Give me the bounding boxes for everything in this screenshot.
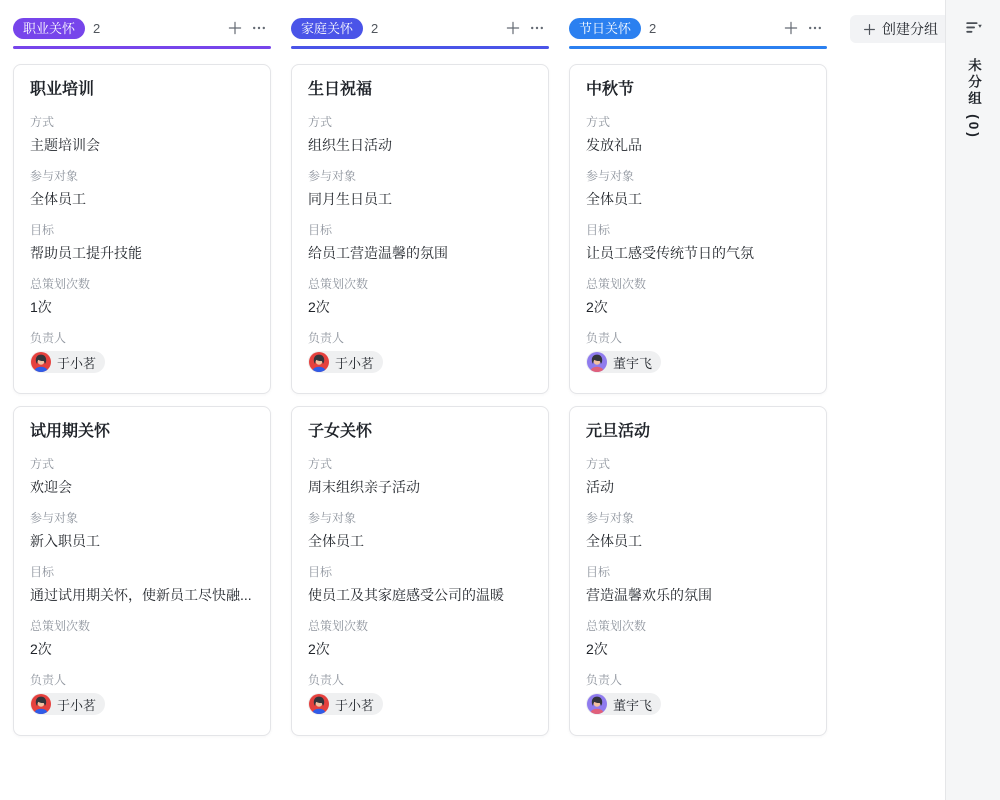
field-value: 全体员工 — [308, 533, 364, 549]
card-field — [308, 222, 532, 263]
card-field — [30, 510, 254, 551]
card-field — [30, 564, 254, 605]
plus-icon — [862, 22, 877, 37]
add-card-icon[interactable] — [501, 16, 525, 40]
field-label: 目标 — [30, 223, 55, 237]
column-header — [569, 15, 827, 41]
kanban-card[interactable] — [291, 64, 549, 394]
field-value: 让员工感受传统节日的气氛 — [586, 245, 754, 261]
card-field — [30, 456, 254, 497]
field-value: 全体员工 — [586, 191, 642, 207]
field-label: 总策划次数 — [308, 277, 369, 291]
card-field-owner — [586, 330, 810, 377]
field-label: 目标 — [308, 223, 333, 237]
field-label: 负责人 — [586, 331, 623, 345]
owner-name: 于小茗 — [335, 355, 375, 371]
card-list — [569, 64, 827, 736]
card-field — [586, 510, 810, 551]
add-card-icon[interactable] — [223, 16, 247, 40]
column-more-icon[interactable] — [247, 16, 271, 40]
field-value: 使员工及其家庭感受公司的温暖 — [308, 587, 504, 603]
field-label: 参与对象 — [586, 169, 635, 183]
card-title: 职业培训 — [30, 81, 95, 98]
field-label: 负责人 — [30, 673, 67, 687]
field-label: 总策划次数 — [586, 277, 647, 291]
kanban-card[interactable] — [569, 406, 827, 736]
card-field — [586, 276, 810, 317]
field-label: 目标 — [586, 223, 611, 237]
kanban-column — [291, 15, 549, 736]
avatar — [31, 694, 51, 714]
column-color-bar — [569, 46, 827, 49]
expand-group-icon[interactable] — [965, 19, 982, 36]
avatar — [309, 694, 329, 714]
card-field — [308, 564, 532, 605]
card-field — [30, 168, 254, 209]
card-title: 生日祝福 — [308, 81, 373, 98]
kanban-column — [13, 15, 271, 736]
field-value: 发放礼品 — [586, 137, 642, 153]
owner-chip[interactable] — [30, 693, 105, 715]
kanban-card[interactable] — [569, 64, 827, 394]
card-field — [30, 276, 254, 317]
kanban-card[interactable] — [13, 406, 271, 736]
field-label: 负责人 — [308, 331, 345, 345]
field-value: 2次 — [308, 299, 330, 315]
ungrouped-collapsed-panel[interactable] — [945, 0, 1000, 800]
group-name-badge[interactable]: 家庭关怀 — [291, 18, 363, 39]
group-name-badge[interactable]: 职业关怀 — [13, 18, 85, 39]
card-title: 试用期关怀 — [30, 423, 111, 440]
card-field — [586, 564, 810, 605]
add-card-icon[interactable] — [779, 16, 803, 40]
kanban-card[interactable] — [291, 406, 549, 736]
field-value: 给员工营造温馨的氛围 — [308, 245, 448, 261]
field-label: 目标 — [308, 565, 333, 579]
field-value: 同月生日员工 — [308, 191, 392, 207]
card-field — [30, 618, 254, 659]
column-color-bar — [13, 46, 271, 49]
card-field-owner — [586, 672, 810, 719]
field-label: 参与对象 — [586, 511, 635, 525]
column-header — [13, 15, 271, 41]
card-field — [586, 168, 810, 209]
card-field — [586, 618, 810, 659]
kanban-column — [569, 15, 827, 736]
field-value: 2次 — [586, 641, 608, 657]
avatar — [587, 694, 607, 714]
field-value: 1次 — [30, 299, 52, 315]
field-value: 2次 — [30, 641, 52, 657]
field-value: 周末组织亲子活动 — [308, 479, 420, 495]
field-label: 负责人 — [308, 673, 345, 687]
field-value: 2次 — [586, 299, 608, 315]
group-name-badge[interactable]: 节日关怀 — [569, 18, 641, 39]
card-list — [291, 64, 549, 736]
field-label: 方式 — [308, 115, 333, 129]
field-label: 方式 — [586, 457, 611, 471]
field-label: 参与对象 — [30, 169, 79, 183]
column-more-icon[interactable] — [803, 16, 827, 40]
field-label: 目标 — [586, 565, 611, 579]
field-label: 负责人 — [30, 331, 67, 345]
field-value: 组织生日活动 — [308, 137, 392, 153]
card-list — [13, 64, 271, 736]
field-label: 参与对象 — [308, 169, 357, 183]
owner-name: 董宇飞 — [613, 355, 653, 371]
field-label: 总策划次数 — [30, 277, 91, 291]
owner-name: 董宇飞 — [613, 697, 653, 713]
card-field — [30, 114, 254, 155]
card-count: 2 — [649, 20, 657, 36]
card-field — [308, 618, 532, 659]
card-field-owner — [308, 672, 532, 719]
card-count: 2 — [371, 20, 379, 36]
field-label: 总策划次数 — [30, 619, 91, 633]
field-value: 主题培训会 — [30, 137, 100, 153]
field-label: 方式 — [586, 115, 611, 129]
card-field — [586, 114, 810, 155]
avatar — [587, 352, 607, 372]
owner-chip[interactable] — [586, 351, 661, 373]
card-title: 元旦活动 — [586, 423, 651, 440]
card-field — [308, 510, 532, 551]
field-value: 活动 — [586, 479, 614, 495]
owner-name: 于小茗 — [57, 697, 97, 713]
field-label: 总策划次数 — [308, 619, 369, 633]
create-group-label: 创建分组 — [882, 21, 938, 37]
card-field — [308, 456, 532, 497]
owner-chip[interactable] — [586, 693, 661, 715]
ungrouped-label: 未分组 (0) — [966, 58, 981, 140]
field-label: 参与对象 — [308, 511, 357, 525]
field-value: 欢迎会 — [30, 479, 72, 495]
card-count: 2 — [93, 20, 101, 36]
field-value: 通过试用期关怀，使新员工尽快融... — [30, 587, 252, 603]
card-title: 中秋节 — [586, 81, 635, 98]
card-field — [308, 168, 532, 209]
card-field — [308, 114, 532, 155]
avatar — [31, 352, 51, 372]
column-more-icon[interactable] — [525, 16, 549, 40]
field-label: 方式 — [30, 457, 55, 471]
field-label: 目标 — [30, 565, 55, 579]
field-value: 全体员工 — [30, 191, 86, 207]
card-field — [586, 456, 810, 497]
kanban-card[interactable] — [13, 64, 271, 394]
avatar — [309, 352, 329, 372]
field-value: 帮助员工提升技能 — [30, 245, 142, 261]
field-label: 方式 — [308, 457, 333, 471]
column-header — [291, 15, 549, 41]
card-field-owner — [308, 330, 532, 377]
column-color-bar — [291, 46, 549, 49]
field-label: 负责人 — [586, 673, 623, 687]
card-field-owner — [30, 330, 254, 377]
card-field — [30, 222, 254, 263]
owner-chip[interactable] — [308, 351, 383, 373]
owner-chip[interactable] — [308, 693, 383, 715]
field-value: 营造温馨欢乐的氛围 — [586, 587, 712, 603]
card-field — [308, 276, 532, 317]
create-group-button[interactable] — [850, 15, 945, 43]
field-value: 2次 — [308, 641, 330, 657]
card-title: 子女关怀 — [308, 423, 373, 440]
field-value: 新入职员工 — [30, 533, 100, 549]
field-value: 全体员工 — [586, 533, 642, 549]
card-field — [586, 222, 810, 263]
field-label: 参与对象 — [30, 511, 79, 525]
field-label: 方式 — [30, 115, 55, 129]
card-field-owner — [30, 672, 254, 719]
owner-chip[interactable] — [30, 351, 105, 373]
owner-name: 于小茗 — [335, 697, 375, 713]
field-label: 总策划次数 — [586, 619, 647, 633]
owner-name: 于小茗 — [57, 355, 97, 371]
